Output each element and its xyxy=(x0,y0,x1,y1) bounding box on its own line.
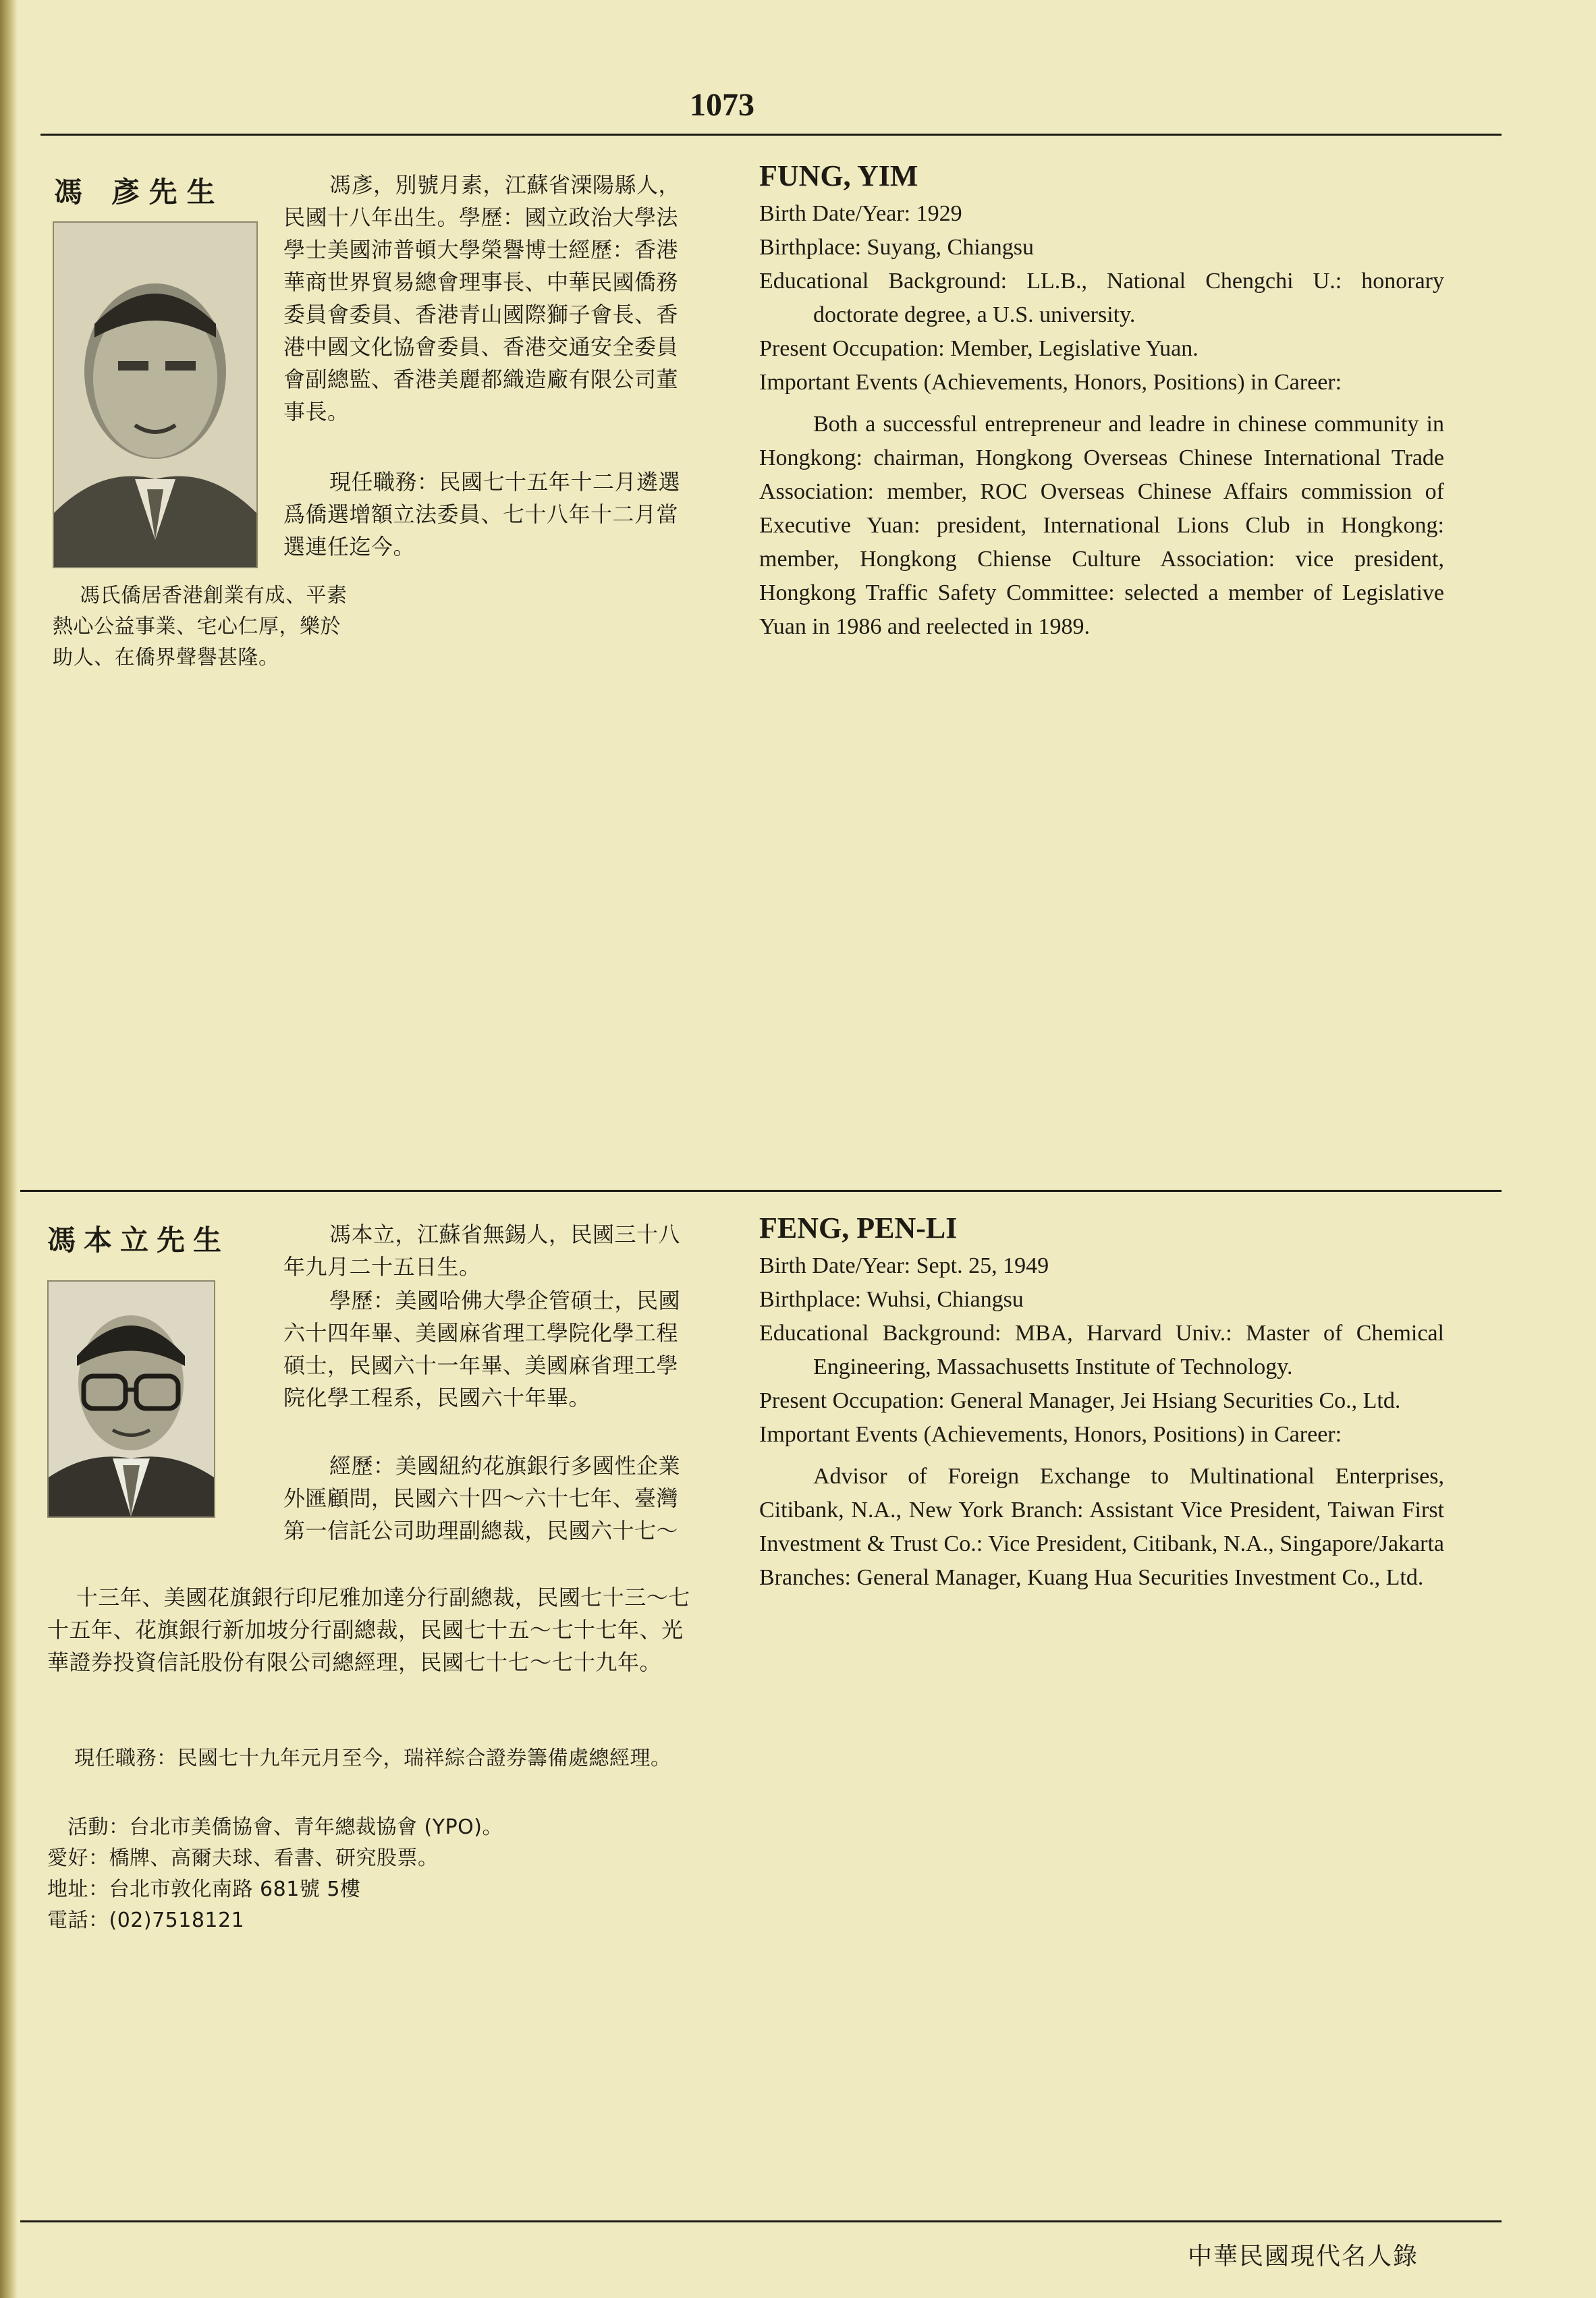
birthplace: Birthplace: Suyang, Chiangsu xyxy=(759,235,1035,260)
birth-date: Birth Date/Year: Sept. 25, 1949 xyxy=(759,1253,1049,1278)
bio-zh-career-cont xyxy=(47,1549,692,1711)
entry-name-zh: 馮 彥先生 xyxy=(54,175,225,209)
portrait-photo-icon xyxy=(47,1280,215,1518)
entry-name-zh: 馮本立先生 xyxy=(47,1224,230,1257)
bio-zh-paragraph: 馮彥，別號月素，江蘇省溧陽縣人，民國十八年出生。學歷：國立政治大學法學士美國沛普頓大學榮譽博士經歷：香港華商世界貿易總會理事長、中華民國僑務委員會委員、香港青山國際獅子會長、香港中國文化協會委員、香港交通安全委員會副總監、香港美麗都織造廠有限公司董事長。 xyxy=(283,172,681,425)
page-number: 1073 xyxy=(690,87,754,123)
birthplace: Birthplace: Wuhsi, Chiangsu xyxy=(759,1287,1024,1312)
events: Both a successful entrepreneur and leadre in chinese community in Hongkong: chairman, Hongkong Overseas Chinese International Trade Association: member, ROC Overseas Chinese Affairs commission of Executive Yuan: president, International Lions Club in Hongkong: member, Hongkong Chiense Culture Association: vice president, Hongkong Traffic Safety Committee: selected a member of Legislative Yuan in 1986 and reelected in 1989. xyxy=(759,412,1444,639)
bio-en xyxy=(759,158,1444,644)
bio-zh-career-rest: 十三年、美國花旗銀行印尼雅加達分行副總裁，民國七十三～七十五年、花旗銀行新加坡分行副總裁，民國七十五～七十七年、光華證券投資信託股份有限公司總經理，民國七十七～七十九年。 xyxy=(47,1585,690,1675)
entry-name-en: FUNG, YIM xyxy=(759,159,918,192)
bio-zh-career: 經歷：美國紐約花旗銀行多國性企業外匯顧問，民國六十四～六十七年、臺灣第一信託公司助理副總裁，民國六十七～ xyxy=(283,1453,681,1543)
footer-book-title: 中華民國現代名人錄 xyxy=(1188,2243,1419,2270)
page-edge xyxy=(0,0,18,2298)
bio-zh-intro: 馮本立，江蘇省無錫人，民國三十八年九月二十五日生。 xyxy=(283,1222,681,1280)
events-label: Important Events (Achievements, Honors, Positions) in Career: xyxy=(759,370,1342,395)
birth-date: Birth Date/Year: 1929 xyxy=(759,201,962,226)
portrait-photo-icon xyxy=(53,221,258,568)
entry-name-en: FENG, PEN-LI xyxy=(759,1211,958,1244)
bio-zh-occupation: 現任職務：民國七十五年十二月遴選爲僑選增額立法委員、七十八年十二月當選連任迄今。 xyxy=(283,469,681,559)
address: 地址：台北市敦化南路 681號 5樓 xyxy=(47,1878,361,1901)
top-rule xyxy=(40,134,1502,136)
events: Advisor of Foreign Exchange to Multinational Enterprises, Citibank, N.A., New York Branch: Assistant Vice President, Taiwan First Investment & Trust Co.: Vice President, Citibank, N.A., Singapore/Jakarta Branches: General Manager, Kuang Hua Securities Investment Co., Ltd. xyxy=(759,1464,1444,1590)
bio-en xyxy=(759,1210,1444,1595)
bio-zh-occupation: 現任職務：民國七十九年元月至今，瑞祥綜合證券籌備處總經理。 xyxy=(74,1747,671,1770)
portrait-man-glasses-icon xyxy=(49,1282,214,1516)
portrait-man-tie-icon xyxy=(54,223,256,567)
middle-rule xyxy=(20,1190,1502,1192)
hobbies: 愛好：橋牌、高爾夫球、看書、研究股票。 xyxy=(47,1846,439,1870)
events-label: Important Events (Achievements, Honors, Positions) in Career: xyxy=(759,1422,1342,1447)
bottom-rule xyxy=(20,2220,1502,2222)
activities: 活動：台北市美僑協會、青年總裁協會 (YPO)。 xyxy=(67,1815,503,1839)
education: Educational Background: MBA, Harvard Univ.: Master of Chemical Engineering, Massachusetts Institute of Technology. xyxy=(759,1321,1444,1379)
bio-zh-education: 學歷：美國哈佛大學企管碩士，民國六十四年畢、美國麻省理工學院化學工程碩士，民國六十一年畢、美國麻省理工學院化學工程系，民國六十年畢。 xyxy=(283,1288,681,1411)
phone: 電話：(02)7518121 xyxy=(47,1909,245,1932)
education: Educational Background: LL.B., National Chengchi U.: honorary doctorate degree, a U.S. university. xyxy=(759,269,1444,327)
occupation: Present Occupation: Member, Legislative Yuan. xyxy=(759,336,1199,361)
occupation: Present Occupation: General Manager, Jei Hsiang Securities Co., Ltd. xyxy=(759,1388,1401,1413)
bio-zh-summary: 馮氏僑居香港創業有成、平素熱心公益事業、宅心仁厚，樂於助人、在僑界聲譽甚隆。 xyxy=(53,584,348,669)
